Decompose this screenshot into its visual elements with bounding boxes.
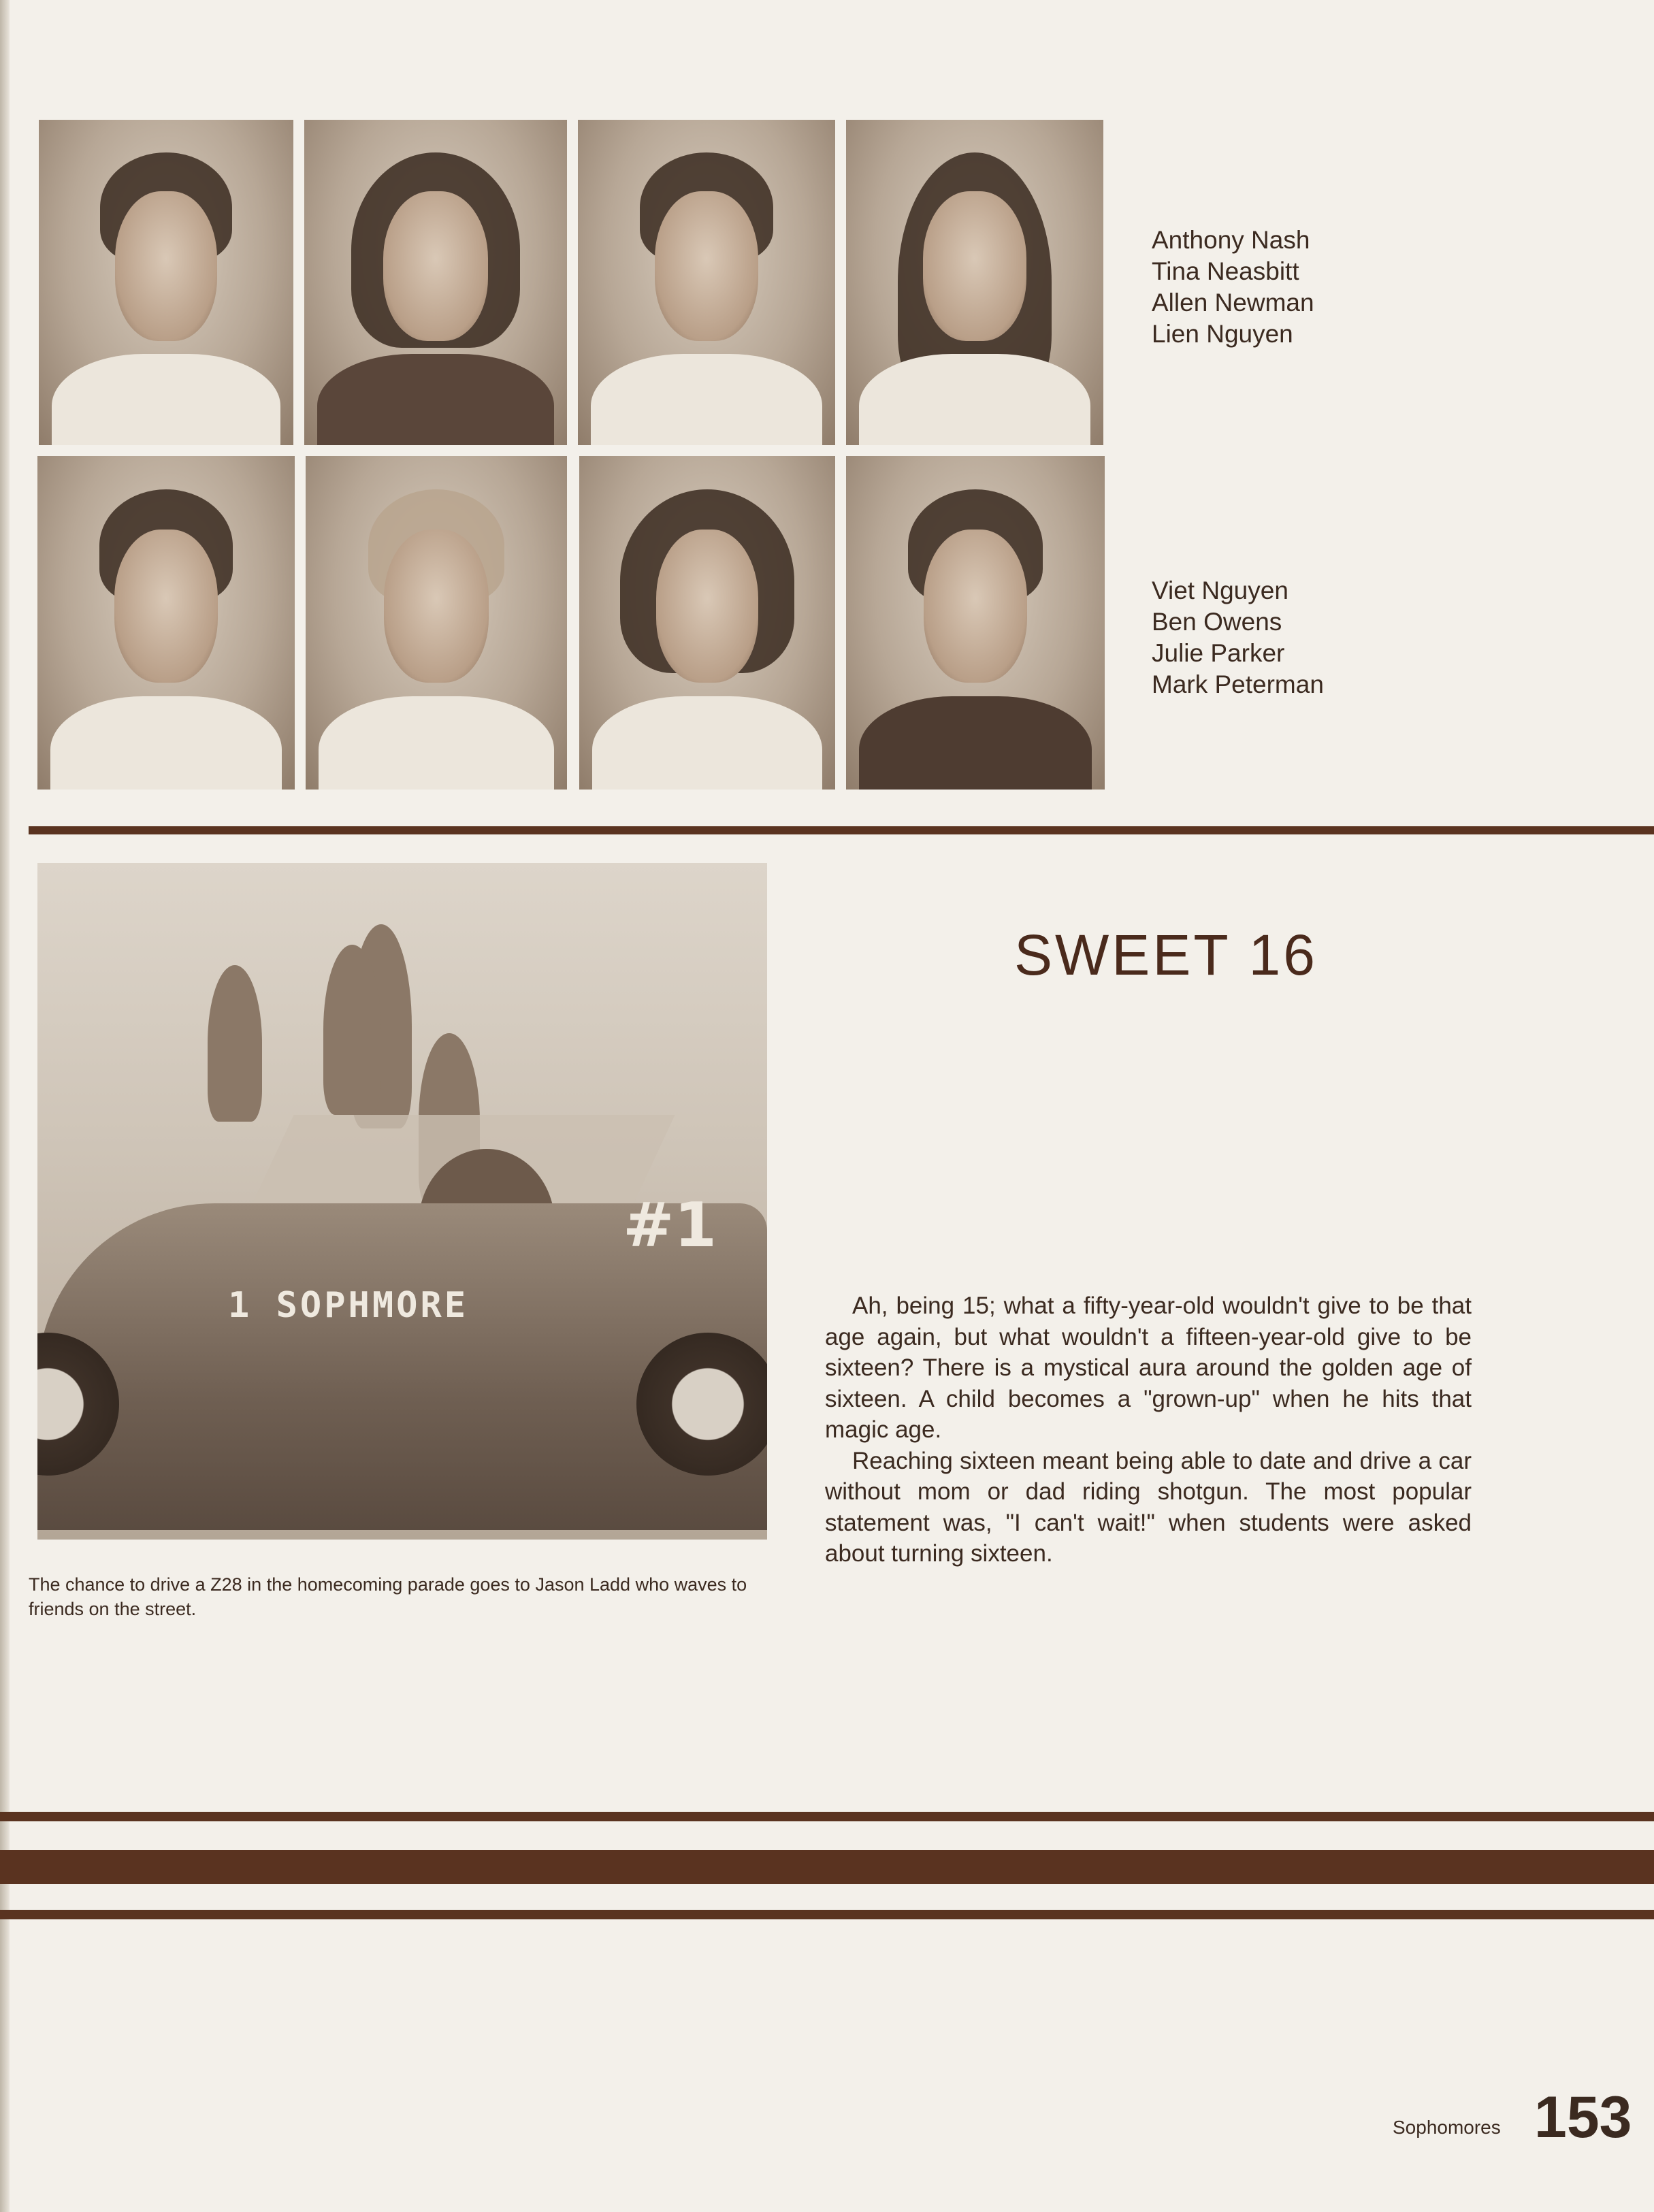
decorative-stripe (0, 1812, 1654, 1821)
portrait-photo-julie-parker (579, 456, 835, 790)
portrait-photo-mark-peterman (846, 456, 1105, 790)
portrait-name: Julie Parker (1152, 639, 1285, 667)
portrait-names-row-1 (1152, 225, 1314, 350)
car-number: #1 (623, 1190, 717, 1261)
portrait-name: Allen Newman (1152, 289, 1314, 316)
portrait-photo-lien-nguyen (846, 120, 1103, 445)
homecoming-parade-photo (37, 863, 767, 1540)
feature-title: SWEET 16 (1014, 923, 1318, 987)
decorative-stripe (0, 1910, 1654, 1919)
portrait-name: Anthony Nash (1152, 226, 1310, 254)
portrait-name: Ben Owens (1152, 608, 1282, 636)
car-slogan: 1 SOPHMORE (228, 1285, 469, 1326)
portrait-photo-ben-owens (306, 456, 567, 790)
feature-paragraph: Reaching sixteen meant being able to date and drive a car without mom or dad riding shotgun. The most popular statement was, "I can't wait!" when students were asked about turning sixteen. (825, 1447, 1472, 1567)
portrait-name: Mark Peterman (1152, 670, 1324, 698)
feature-paragraph: Ah, being 15; what a fifty-year-old wouldn't give to be that age again, but what wouldn't a fifteen-year-old give to be sixteen? There is a mystical aura around the golden age of sixteen. A child becomes a "grown-up" when he hits that magic age. (825, 1292, 1472, 1443)
portrait-name: Lien Nguyen (1152, 320, 1293, 348)
decorative-stripe (0, 1850, 1654, 1884)
portrait-photo-allen-newman (578, 120, 835, 445)
portrait-name: Tina Neasbitt (1152, 257, 1299, 285)
portrait-photo-viet-nguyen (37, 456, 295, 790)
portrait-photo-anthony-nash (39, 120, 293, 445)
page-number: 153 (1534, 2085, 1632, 2150)
section-divider (29, 826, 1654, 834)
portrait-name: Viet Nguyen (1152, 576, 1288, 604)
photo-caption: The chance to drive a Z28 in the homecoming parade goes to Jason Ladd who waves to friends on the street. (29, 1574, 747, 1619)
portrait-names-row-2 (1152, 575, 1324, 700)
feature-body (825, 1290, 1472, 1569)
section-label: Sophomores (1393, 2117, 1501, 2138)
portrait-photo-tina-neasbitt (304, 120, 567, 445)
